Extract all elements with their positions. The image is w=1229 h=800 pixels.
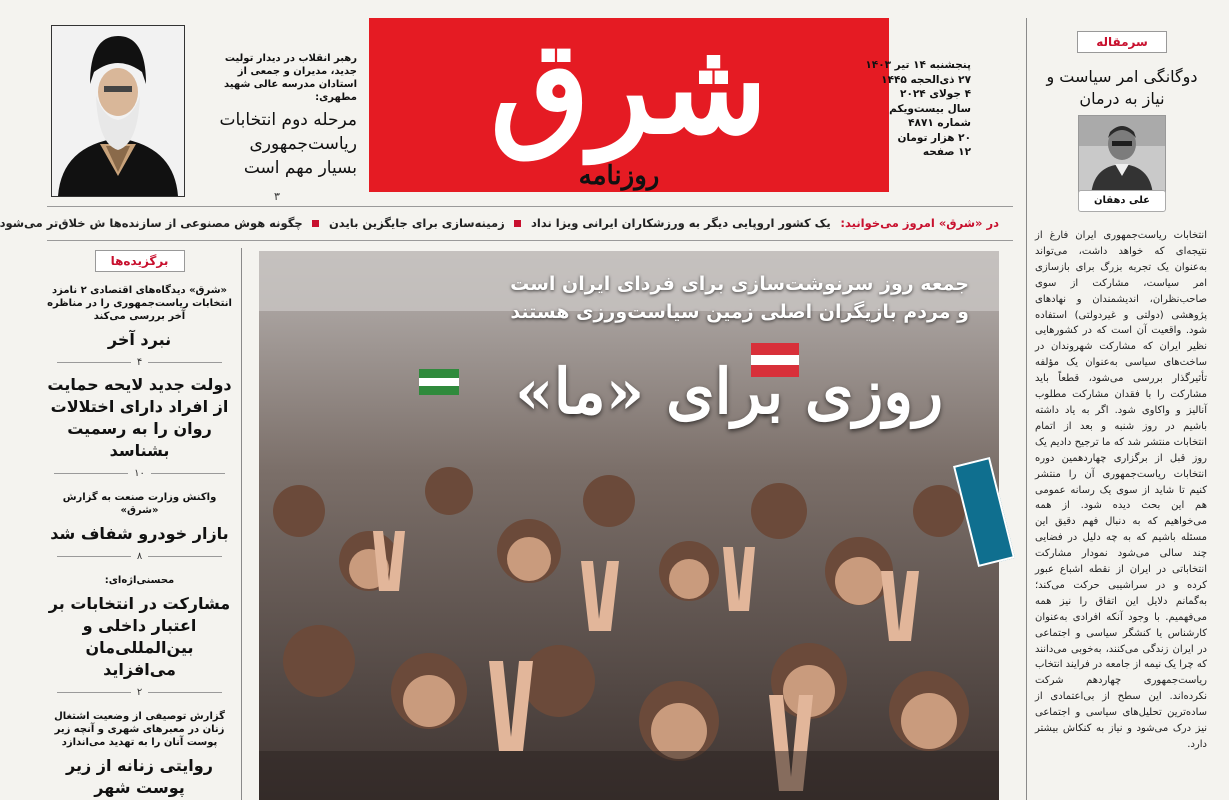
issue-info <box>865 58 971 160</box>
pick-page <box>47 687 232 698</box>
pick-page <box>47 468 232 479</box>
author-portrait-image <box>1079 116 1165 196</box>
issue-date-lunar: ۲۷ ذی‌الحجه ۱۴۴۵ <box>881 73 971 86</box>
strip-top-rule <box>47 206 1013 207</box>
picks-column <box>47 250 232 799</box>
picks-divider <box>241 248 242 800</box>
leader-teaser[interactable] <box>197 52 357 203</box>
issue-date-solar: پنجشنبه ۱۴ تیر ۱۴۰۳ <box>865 59 971 71</box>
issue-price: ۲۰ هزار تومان <box>897 131 971 144</box>
bullet-icon <box>312 220 319 227</box>
pick-page <box>47 551 232 562</box>
pick-item[interactable] <box>47 284 232 368</box>
pick-headline: روایتی زنانه از زیر پوست شهر <box>66 756 213 797</box>
main-story-kicker <box>409 270 969 326</box>
main-headline[interactable]: روزی برای «ما» <box>514 355 944 428</box>
kicker-line: جمعه روز سرنوشت‌سازی برای فردای ایران است <box>510 273 969 295</box>
pick-kicker: «شرق» دیدگاه‌های اقتصادی ۲ نامزد انتخابات ریاست‌جمهوری را در مناظره آخر بررسی می‌کند <box>47 285 232 322</box>
page-number: ۳ <box>274 190 280 203</box>
issue-date-gregorian: ۴ جولای ۲۰۲۴ <box>900 88 971 100</box>
pick-page <box>47 357 232 368</box>
kicker-line: و مردم بازیگران اصلی زمین سیاست‌ورزی هستند <box>510 301 969 323</box>
editorial-body: انتخابات ریاست‌جمهوری ایران فارغ از نتیجه‌ای که خواهد داشت، می‌تواند به‌عنوان یک تجربه بزرگ برای بازسازی امر سیاست، مشارکت از سوی صاحب‌نظران، اندیشمندان و نهادهای پژوهشی (دولتی و غیردولتی) استفاده شود. واقعیت آن است که در کشورهایی نظیر ایران که مشارکت شهروندان در ساخت‌های سیاسی به‌عنوان یک مؤلفه تأثیرگذار بررسی می‌شود، قطعاً باید مشارکت را با فقدان مشارکت مطلوب آنالیز و واکاوی شود. اگر به یاد داشته باشیم در روز شنبه و بعد از اتمام انتخابات منتشر شد که ما ترجیح دادیم یک روز قبل از برگزاری چهاردهمین دوره انتخابات ریاست‌جمهوری آن را منتشر کنیم تا شاید از سوی یک رسانه عمومی هم این بحث دیده شود. از همه می‌خواهیم که به دنبال فهم دقیق این مسئله باشیم که به چه دلیل در فضایی چند سالی می‌شود نمودار مشارکت انتخاباتی در ایران از نقطه اشباع عبور کرده و در سراشیبی حرکت می‌کند؛ به‌گمانم دلایل این اتفاق را نیز همه می‌فهمیم. با وجود آنکه افرادی به‌عنوان کارشناس یا کنشگر سیاسی و اجتماعی در ایران زندگی می‌کنند، به‌خوبی می‌دانند که چرا یک نیمه از جامعه در فرایند انتخاب ریاست‌جمهوری چهاردهم شرکت نکرده‌اند. این سطح از بی‌اعتمادی از ساده‌ترین تحلیل‌های سیاسی و اجتماعی نیز درک می‌شود و نیاز به کنکاش بیشتر دارد. <box>1035 230 1207 750</box>
masthead-subtitle: روزنامه <box>578 161 660 191</box>
main-photo[interactable] <box>259 251 999 800</box>
crowd-photo-image <box>259 251 999 800</box>
page-number: ۱۰ <box>134 468 145 479</box>
page-number: ۲ <box>136 687 143 698</box>
pick-kicker: واکنش وزارت صنعت به گزارش «شرق» <box>62 492 217 516</box>
pick-item[interactable] <box>47 374 232 479</box>
pick-item[interactable] <box>47 491 232 562</box>
leader-teaser-headline <box>197 108 357 180</box>
editorial-label: سرمقاله <box>1077 31 1167 53</box>
pick-item[interactable] <box>47 710 232 799</box>
headline-line: ریاست‌جمهوری <box>249 134 357 154</box>
today-item[interactable]: زمینه‌سازی برای جایگزین بایدن <box>328 216 505 230</box>
masthead-title: شرق <box>490 13 768 163</box>
pick-headline: دولت جدید لایحه حمایت از افراد دارای اختلالات روان را به رسمیت بشناسد <box>47 375 232 460</box>
leader-teaser-kicker: رهبر انقلاب در دیدار تولیت جدید، مدیران و جمعی از استادان مدرسه عالی شهید مطهری: <box>223 53 357 103</box>
issue-pages: ۱۲ صفحه <box>922 146 971 158</box>
author-photo <box>1078 115 1166 197</box>
strip-bottom-rule <box>47 240 1013 241</box>
editorial-title[interactable]: دوگانگی امر سیاست و نیاز به درمان <box>1046 67 1198 108</box>
headline-line: مرحله دوم انتخابات <box>219 110 357 130</box>
leader-portrait[interactable] <box>51 25 185 197</box>
headline-line: بسیار مهم است <box>243 158 357 178</box>
today-item[interactable]: یک کشور اروپایی دیگر به ورزشکاران ایرانی ویزا نداد <box>531 216 831 230</box>
pick-headline: مشارکت در انتخابات بر اعتبار داخلی و بین‌المللی‌مان می‌افزاید <box>48 594 231 679</box>
issue-year: سال بیست‌ویکم <box>889 102 971 115</box>
page-number: ۴ <box>136 357 143 368</box>
today-item[interactable]: چگونه هوش مصنوعی از سازنده‌ها ش خلاق‌تر می‌شود <box>0 216 303 230</box>
page-number: ۸ <box>136 551 143 562</box>
pick-kicker: محسنی‌اژه‌ای: <box>104 575 175 586</box>
pick-headline: بازار خودرو شفاف شد <box>50 524 229 543</box>
pick-item[interactable] <box>47 574 232 698</box>
portrait-image <box>52 26 184 196</box>
masthead[interactable] <box>369 13 889 192</box>
bullet-icon <box>514 220 521 227</box>
pick-kicker: گزارش توصیفی از وضعیت اشتغال زنان در معبرهای شهری و آنچه زیر پوست آنان را به تهدید می‌اندازد <box>54 711 225 748</box>
issue-number: شماره ۴۸۷۱ <box>908 117 971 129</box>
today-strip <box>0 212 999 234</box>
pick-headline: نبرد آخر <box>107 330 172 349</box>
editorial-author: علی دهقان <box>1078 190 1166 212</box>
picks-label: برگزیده‌ها <box>95 250 185 272</box>
today-label: در «شرق» امروز می‌خوانید: <box>840 216 999 230</box>
